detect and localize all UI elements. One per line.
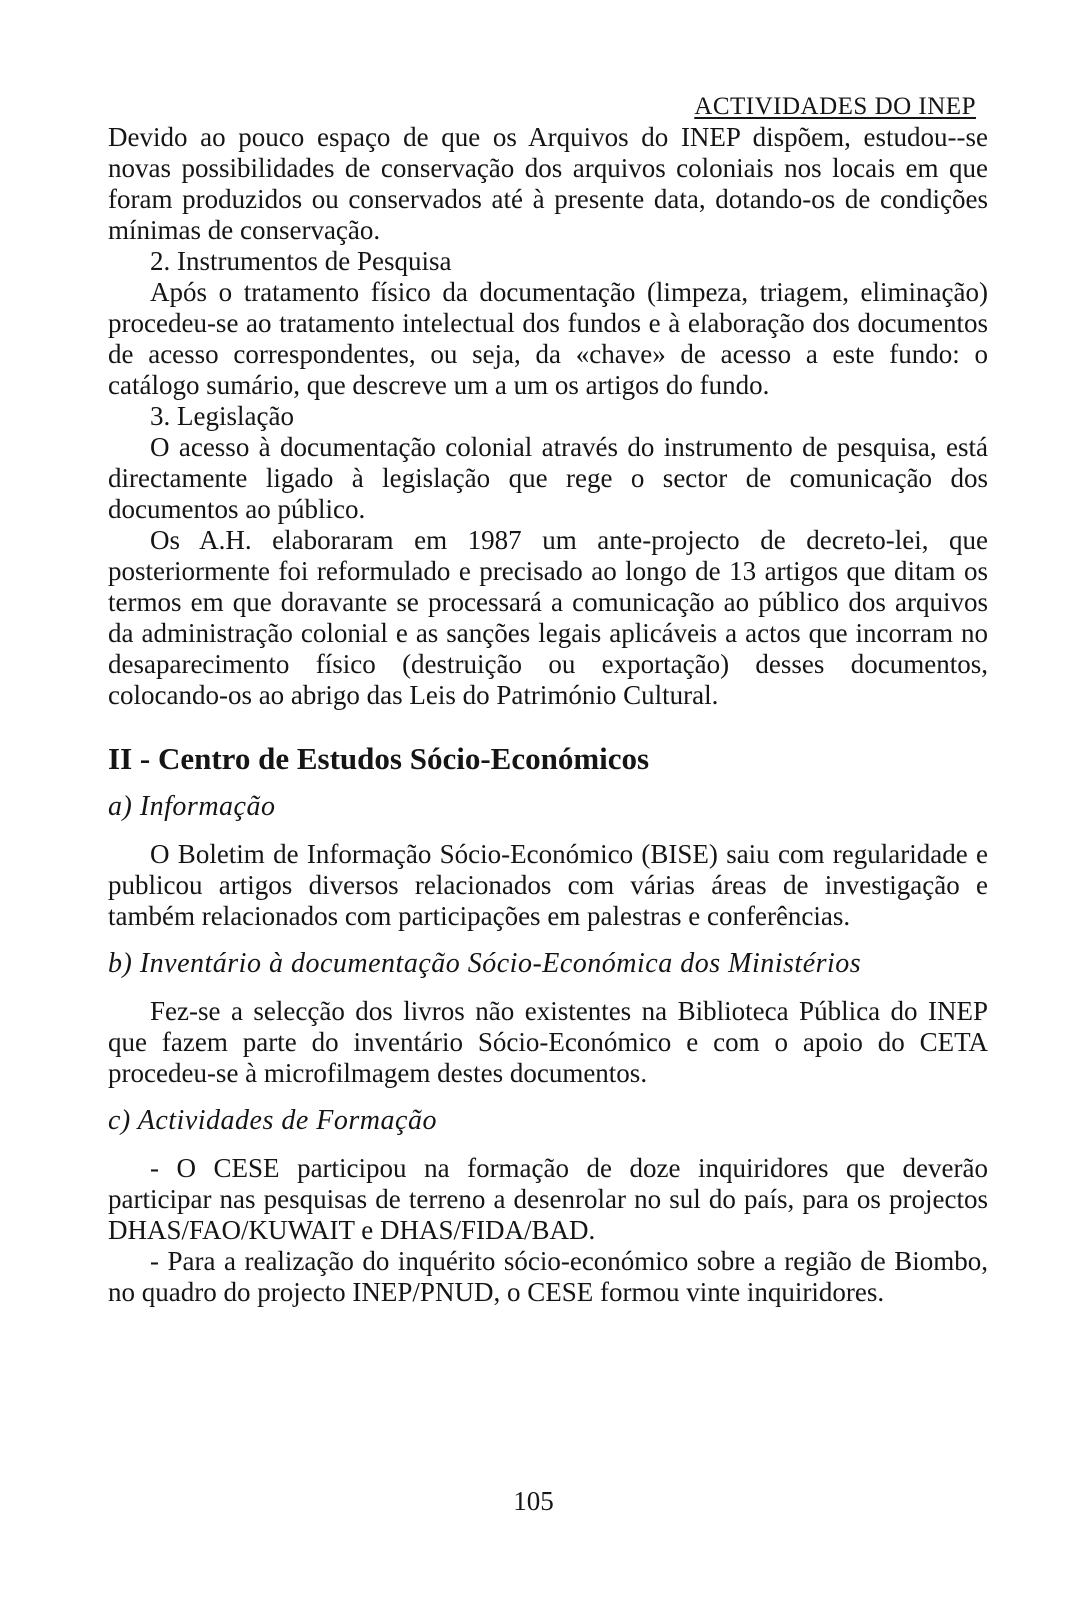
paragraph-c-1: - O CESE participou na formação de doze inquiridores que deverão participar nas pesquisas de terreno a desenrolar no sul do país, para os projectos DHAS/FAO/KUWAIT e DHAS/FIDA/BAD.	[108, 1153, 988, 1245]
intro-paragraph: Devido ao pouco espaço de que os Arquivos do INEP dispõem, estudou--se novas possibilidades de conservação dos arquivos coloniais nos locais em que foram produzidos ou conservados até à presente data, dotando-os de condições mínimas de conservação.	[108, 122, 988, 245]
paragraph-b: Fez-se a selecção dos livros não existentes na Biblioteca Pública do INEP que fazem parte do inventário Sócio-Económico e com o apoio do CETA procedeu-se à microfilmagem destes documentos.	[108, 996, 988, 1088]
section-2-title: 2. Instrumentos de Pesquisa	[150, 246, 452, 276]
section-2-body: Após o tratamento físico da documentação (limpeza, triagem, eliminação) procedeu-se ao tratamento intelectual dos fundos e à elaboração dos documentos de acesso correspondentes, ou seja, da «chave» de acesso a este fundo: o catálogo sumário, que descreve um a um os artigos do fundo.	[108, 277, 988, 400]
document-page	[108, 92, 988, 1308]
subheading-c: c) Actividades de Formação	[108, 1105, 437, 1136]
subheading-a: a) Informação	[108, 791, 276, 822]
page-number: 105	[513, 1486, 554, 1516]
subheading-b: b) Inventário à documentação Sócio-Económica dos Ministérios	[108, 948, 862, 979]
section-3-body-1: O acesso à documentação colonial através do instrumento de pesquisa, está directamente ligado à legislação que rege o sector de comunicação dos documentos ao público.	[108, 432, 988, 524]
paragraph-a: O Boletim de Informação Sócio-Económico (BISE) saiu com regularidade e publicou artigos diversos relacionados com várias áreas de investigação e também relacionados com participações em palestras e conferências.	[108, 839, 988, 931]
section-heading-centro: II - Centro de Estudos Sócio-Económicos	[108, 741, 650, 776]
paragraph-c-2: - Para a realização do inquérito sócio-económico sobre a região de Biombo, no quadro do projecto INEP/PNUD, o CESE formou vinte inquiridores.	[108, 1246, 988, 1307]
running-head: ACTIVIDADES DO INEP	[694, 93, 976, 120]
section-3-title: 3. Legislação	[150, 401, 294, 431]
section-3-body-2: Os A.H. elaboraram em 1987 um ante-projecto de decreto-lei, que posteriormente foi reformulado e precisado ao longo de 13 artigos que ditam os termos em que doravante se processará a comunicação ao público dos arquivos da administração colonial e as sanções legais aplicáveis a actos que incorram no desaparecimento físico (destruição ou exportação) desses documentos, colocando-os ao abrigo das Leis do Património Cultural.	[108, 525, 988, 710]
